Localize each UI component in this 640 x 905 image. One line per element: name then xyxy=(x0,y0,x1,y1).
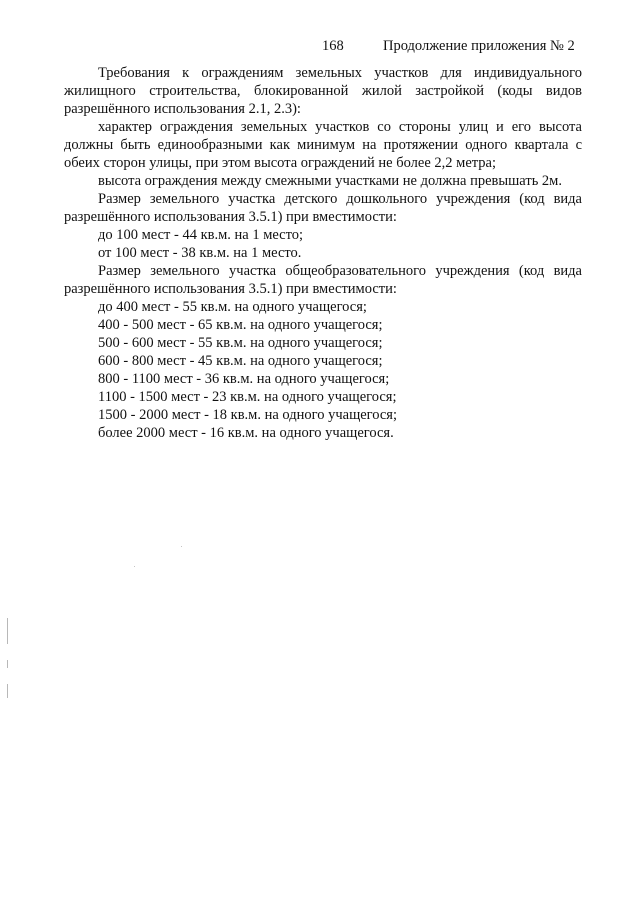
scan-artifact xyxy=(7,618,8,644)
list-item: до 100 мест - 44 кв.м. на 1 место; xyxy=(98,227,304,243)
document-body xyxy=(64,64,582,442)
fence-character-paragraph: характер ограждения земельных участков со стороны улиц и его высота должны быть единообразными как минимум на протяжении одного квартала с обеих сторон улицы, при этом высота ограждений не более 2,2 метра; xyxy=(64,119,582,171)
school-heading: Размер земельного участка общеобразовательного учреждения (код вида разрешённого использования 3.5.1) при вместимости: xyxy=(64,263,582,297)
scan-speck xyxy=(134,566,135,567)
fence-height-paragraph: высота ограждения между смежными участками не должна превышать 2м. xyxy=(98,173,562,189)
appendix-continuation-title: Продолжение приложения № 2 xyxy=(383,38,575,54)
list-item: до 400 мест - 55 кв.м. на одного учащегося; xyxy=(98,299,367,315)
list-item: 400 - 500 мест - 65 кв.м. на одного учащегося; xyxy=(98,317,383,333)
list-item: 1100 - 1500 мест - 23 кв.м. на одного учащегося; xyxy=(98,389,397,405)
list-item: 800 - 1100 мест - 36 кв.м. на одного учащегося; xyxy=(98,371,390,387)
scan-artifact xyxy=(7,660,8,668)
page-number: 168 xyxy=(322,38,344,54)
list-item: 1500 - 2000 мест - 18 кв.м. на одного учащегося; xyxy=(98,407,398,423)
scan-artifact xyxy=(7,684,8,698)
list-item: 600 - 800 мест - 45 кв.м. на одного учащегося; xyxy=(98,353,383,369)
list-item: от 100 мест - 38 кв.м. на 1 место. xyxy=(98,245,302,261)
scan-speck xyxy=(181,546,182,547)
page-header xyxy=(0,38,640,58)
list-item: более 2000 мест - 16 кв.м. на одного учащегося. xyxy=(98,425,394,441)
list-item: 500 - 600 мест - 55 кв.м. на одного учащегося; xyxy=(98,335,383,351)
fencing-requirements-heading: Требования к ограждениям земельных участков для индивидуального жилищного строительства, блокированной жилой застройкой (коды видов разрешённого использования 2.1, 2.3): xyxy=(64,65,582,117)
preschool-heading: Размер земельного участка детского дошкольного учреждения (код вида разрешённого использования 3.5.1) при вместимости: xyxy=(64,191,582,225)
